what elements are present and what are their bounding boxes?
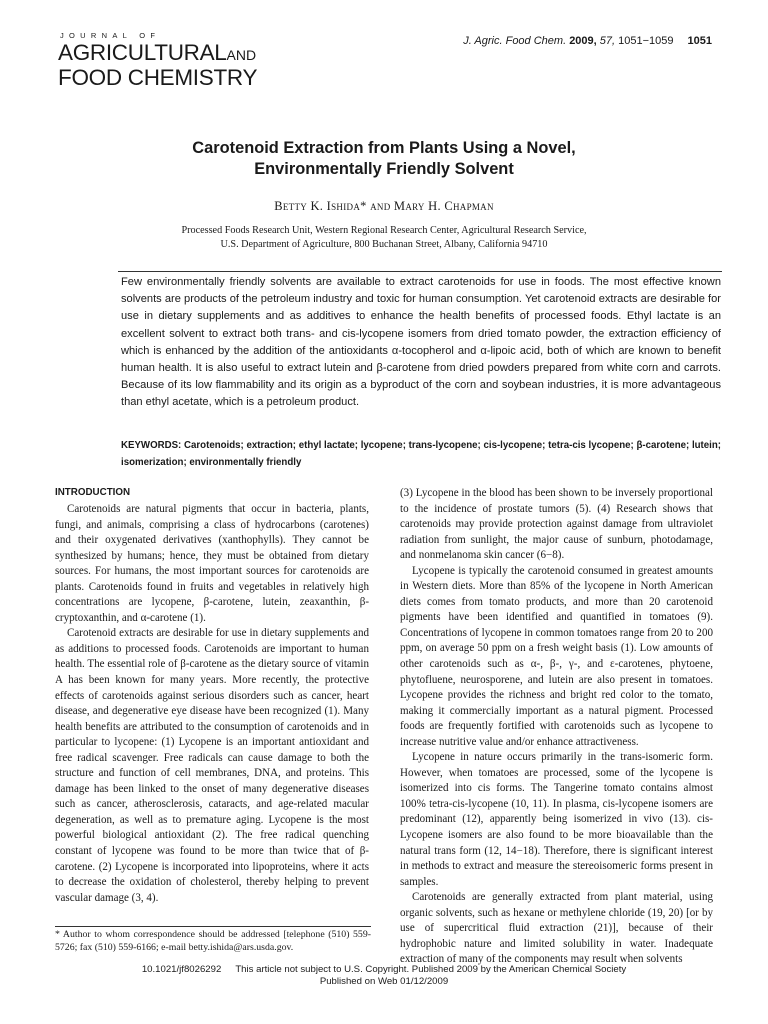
paragraph: Lycopene is typically the carotenoid consumed in greatest amounts in Western diets. More than 85% of the lycopene in North American diets comes from tomato products, and more than 20 carotenoid pigments have been identified and quantified in tomatoes (9). Concentrations of lycopene in common tomatoes range from 20 to 200 ppm, on average 50 ppm on a fresh weight basis (1). Low amounts of other carotenoids such as α-, β-, γ-, and ε-carotenes, phytoene, phytofluene, neurosporene, and lutein are also present in tomatoes. Lycopene provides the richness and bright red color to the tomato, making it commercially important as a natural pigment. Processed foods are frequently fortified with carotenoids such as lycopene to increase nutritive value and/or enhance attractiveness.	[400, 564, 713, 748]
affiliation	[0, 224, 768, 252]
citation	[463, 35, 712, 47]
journal-name-and: AND	[226, 47, 257, 63]
title-line: Carotenoid Extraction from Plants Using a Novel,	[192, 139, 576, 157]
published-date: Published on Web 01/12/2009	[319, 976, 449, 987]
abstract-rule	[118, 271, 722, 272]
right-column	[400, 486, 713, 968]
journal-name-agricultural: AGRICULTURAL	[58, 40, 227, 65]
copyright-notice: This article not subject to U.S. Copyright. Published 2009 by the American Chemical Society	[235, 964, 627, 975]
keywords-text: Carotenoids; extraction; ethyl lactate; lycopene; trans-lycopene; cis-lycopene; tetra-cis lycopene; β-carotene; lutein; isomerization; environmentally friendly	[121, 440, 722, 468]
journal-name-line1	[58, 42, 256, 66]
paragraph: Lycopene in nature occurs primarily in the trans-isomeric form. However, when tomatoes are processed, some of the lycopene is isomerized into cis forms. The Tangerine tomato contains almost 100% tetra-cis-lycopene (10, 11). In plasma, cis-lycopene isomers are predominant (12), apparently being isomerized in vivo (13). cis-Lycopene isomers are also found to be more bioavailable than the natural trans form (12, 14−18). Therefore, there is significant interest in methods to extract and measure the stereoisomeric forms present in samples.	[400, 751, 713, 888]
journal-name-line2: FOOD CHEMISTRY	[58, 65, 258, 90]
page-number: 1051	[687, 35, 712, 47]
left-column	[55, 502, 369, 906]
keywords	[121, 437, 721, 471]
paragraph: Carotenoids are generally extracted from plant material, using organic solvents, such as hexane or methylene chloride (19, 20) [or by use of supercritical fluid extraction (21)], because of their hydrophobic nature and limited solubility in water. Inadequate extraction of many of the components may result when solvents	[400, 891, 713, 966]
affiliation-line: U.S. Department of Agriculture, 800 Buchanan Street, Albany, California 94710	[220, 239, 548, 250]
paragraph: Carotenoid extracts are desirable for use in dietary supplements and as additions to processed foods. Carotenoids are important to human health. The essential role of β-carotene as the dietary source of vitamin A has been known for many years. More recently, the protective effects of carotenoids against serious disorders such as cancer, heart disease, and degenerative eye disease have been recognized (1). Many health benefits are attributed to the consumption of carotenoids and in particular to lycopene: (1) Lycopene is an important antioxidant and free radical scavenger. Free radicals can cause damage to both the structure and function of cell membranes, DNA, and proteins. This damage has been linked to the onset of many degenerative diseases such as cancer, atherosclerosis, cataracts, and age-related macular degeneration, as well as to premature aging. Lycopene is the most powerful biological antioxidant (2). The free radical quenching constant of lycopene was found to be more than twice that of β-carotene. (2) Lycopene is incorporated into lipoproteins, where it acts to decrease the oxidation of cholesterol, thereby helping to prevent vascular damage (3, 4).	[55, 627, 369, 904]
title-line: Environmentally Friendly Solvent	[254, 160, 514, 178]
citation-volume: 57,	[599, 35, 616, 47]
keywords-label: KEYWORDS:	[121, 440, 182, 451]
doi: 10.1021/jf8026292	[141, 964, 222, 975]
authors: Betty K. Ishida* and Mary H. Chapman	[274, 199, 494, 213]
citation-pages: 1051−1059	[618, 35, 674, 47]
article-title	[0, 138, 768, 180]
paragraph: (3) Lycopene in the blood has been shown to be inversely proportional to the incidence of prostate tumors (5). (4) Research shows that carotenoids may provide protection against damage from ultraviolet radiation from sunlight, the major cause of sunburn, photodamage, and nonmelanoma skin cancer (6−8).	[400, 487, 713, 562]
journal-small-caps-line: JOURNAL OF	[60, 31, 161, 40]
affiliation-line: Processed Foods Research Unit, Western Regional Research Center, Agricultural Research Service,	[181, 225, 587, 236]
abstract: Few environmentally friendly solvents are available to extract carotenoids for use in foods. The most effective known solvents are products of the petroleum industry and toxic for human consumption. Yet carotenoid extracts are desirable for use in dietary supplements and as additives to enhance the health benefits of processed foods. Ethyl lactate is an excellent solvent to extract both trans- and cis-lycopene isomers from dried tomato powder, the extraction efficiency of which is enhanced by the addition of the antioxidants α-tocopherol and α-lipoic acid, both of which are known to benefit human health. It is also useful to extract lutein and β-carotene from dried powders prepared from white corn and carrots. Because of its low flammability and its origin as a byproduct of the corn and soybean industries, it is more advantageous than ethyl acetate, which is a petroleum product.	[121, 276, 721, 409]
section-heading-introduction: INTRODUCTION	[55, 487, 131, 498]
paragraph: Carotenoids are natural pigments that occur in bacteria, plants, fungi, and animals, comprising a class of hydrocarbons (carotenes) and their oxygenated derivatives (xanthophylls). They cannot be synthesized by humans; hence, they must be obtained from dietary sources. For humans, the most important sources for carotenoids are plants. Carotenoids found in fruits and vegetables in relatively high concentrations are lycopene, β-carotene, lutein, zeaxanthin, β-cryptoxanthin, and α-carotene (1).	[55, 503, 369, 624]
footnote-rule	[55, 926, 371, 927]
journal-abbrev: J. Agric. Food Chem.	[463, 35, 567, 47]
footer-line1	[0, 964, 768, 975]
correspondence-footnote: * Author to whom correspondence should be addressed [telephone (510) 559-5726; fax (510) 559-6166; e-mail betty.ishida@ars.usda.gov.	[55, 929, 371, 953]
citation-year: 2009,	[569, 35, 597, 47]
